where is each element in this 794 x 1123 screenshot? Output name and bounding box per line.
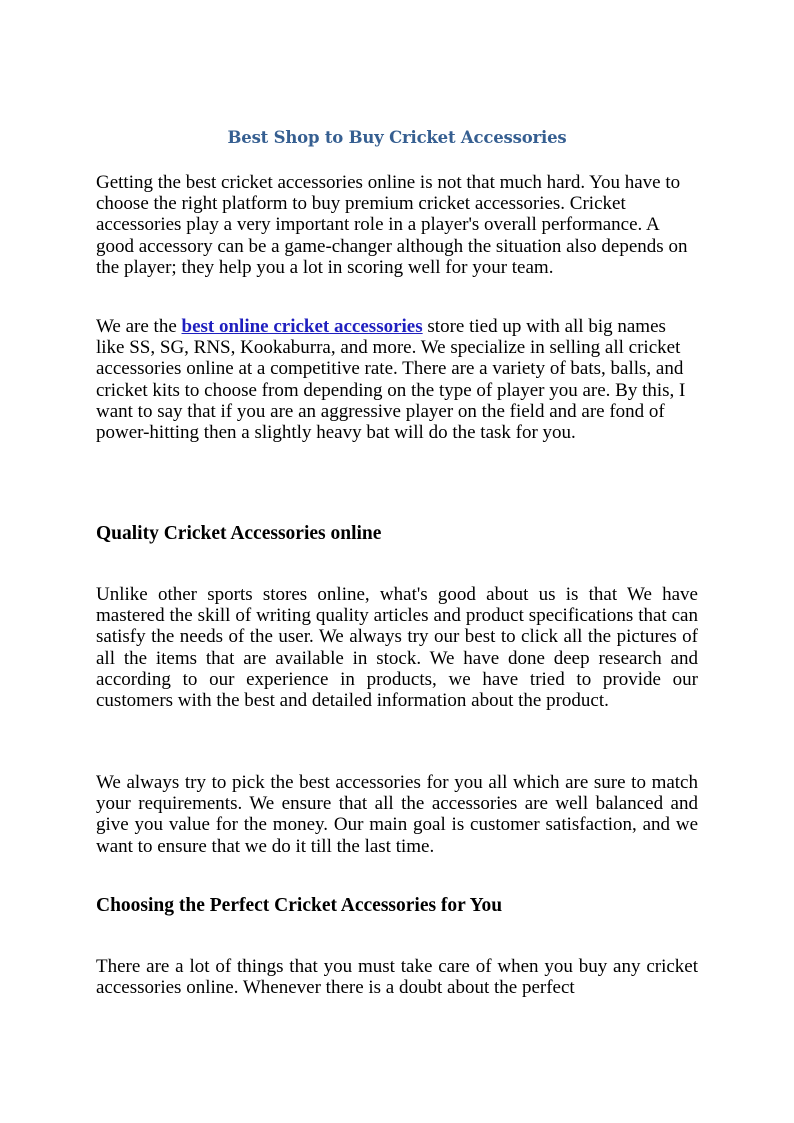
selection-paragraph: We always try to pick the best accessories for you all which are sure to match your requirements. We ensure that all the accessories are well balanced and give you value for the money. Our main goal is customer satisfaction, and we want to ensure that we do it till the last time. xyxy=(96,772,698,857)
store-paragraph xyxy=(96,316,698,443)
best-online-cricket-accessories-link[interactable]: best online cricket accessories xyxy=(181,316,423,337)
choosing-heading: Choosing the Perfect Cricket Accessories for You xyxy=(96,895,503,916)
document-title: Best Shop to Buy Cricket Accessories xyxy=(227,128,567,147)
intro-paragraph: Getting the best cricket accessories online is not that much hard. You have to choose the right platform to buy premium cricket accessories. Cricket accessories play a very important role in a player's overall performance. A good accessory can be a game-changer although the situation also depends on the player; they help you a lot in scoring well for your team. xyxy=(96,172,688,278)
store-paragraph-lead: We are the xyxy=(96,316,182,337)
quality-paragraph: Unlike other sports stores online, what's good about us is that We have mastered the skill of writing quality articles and product specifications that can satisfy the needs of the user. We always try our best to click all the pictures of all the items that are available in stock. We have done deep research and according to our experience in products, we have tried to provide our customers with the best and detailed information about the product. xyxy=(96,584,698,712)
choosing-paragraph: There are a lot of things that you must take care of when you buy any cricket accessories online. Whenever there is a doubt about the perfect xyxy=(96,956,698,999)
quality-heading: Quality Cricket Accessories online xyxy=(96,523,382,544)
store-paragraph-rest: store tied up with all big names like SS, SG, RNS, Kookaburra, and more. We specialize in selling all cricket accessories online at a competitive rate. There are a variety of bats, balls, and cricket kits to choose from depending on the type of player you are. By this, I want to say that if you are an aggressive player on the field and are fond of power-hitting then a slightly heavy bat will do the task for you. xyxy=(96,316,686,444)
